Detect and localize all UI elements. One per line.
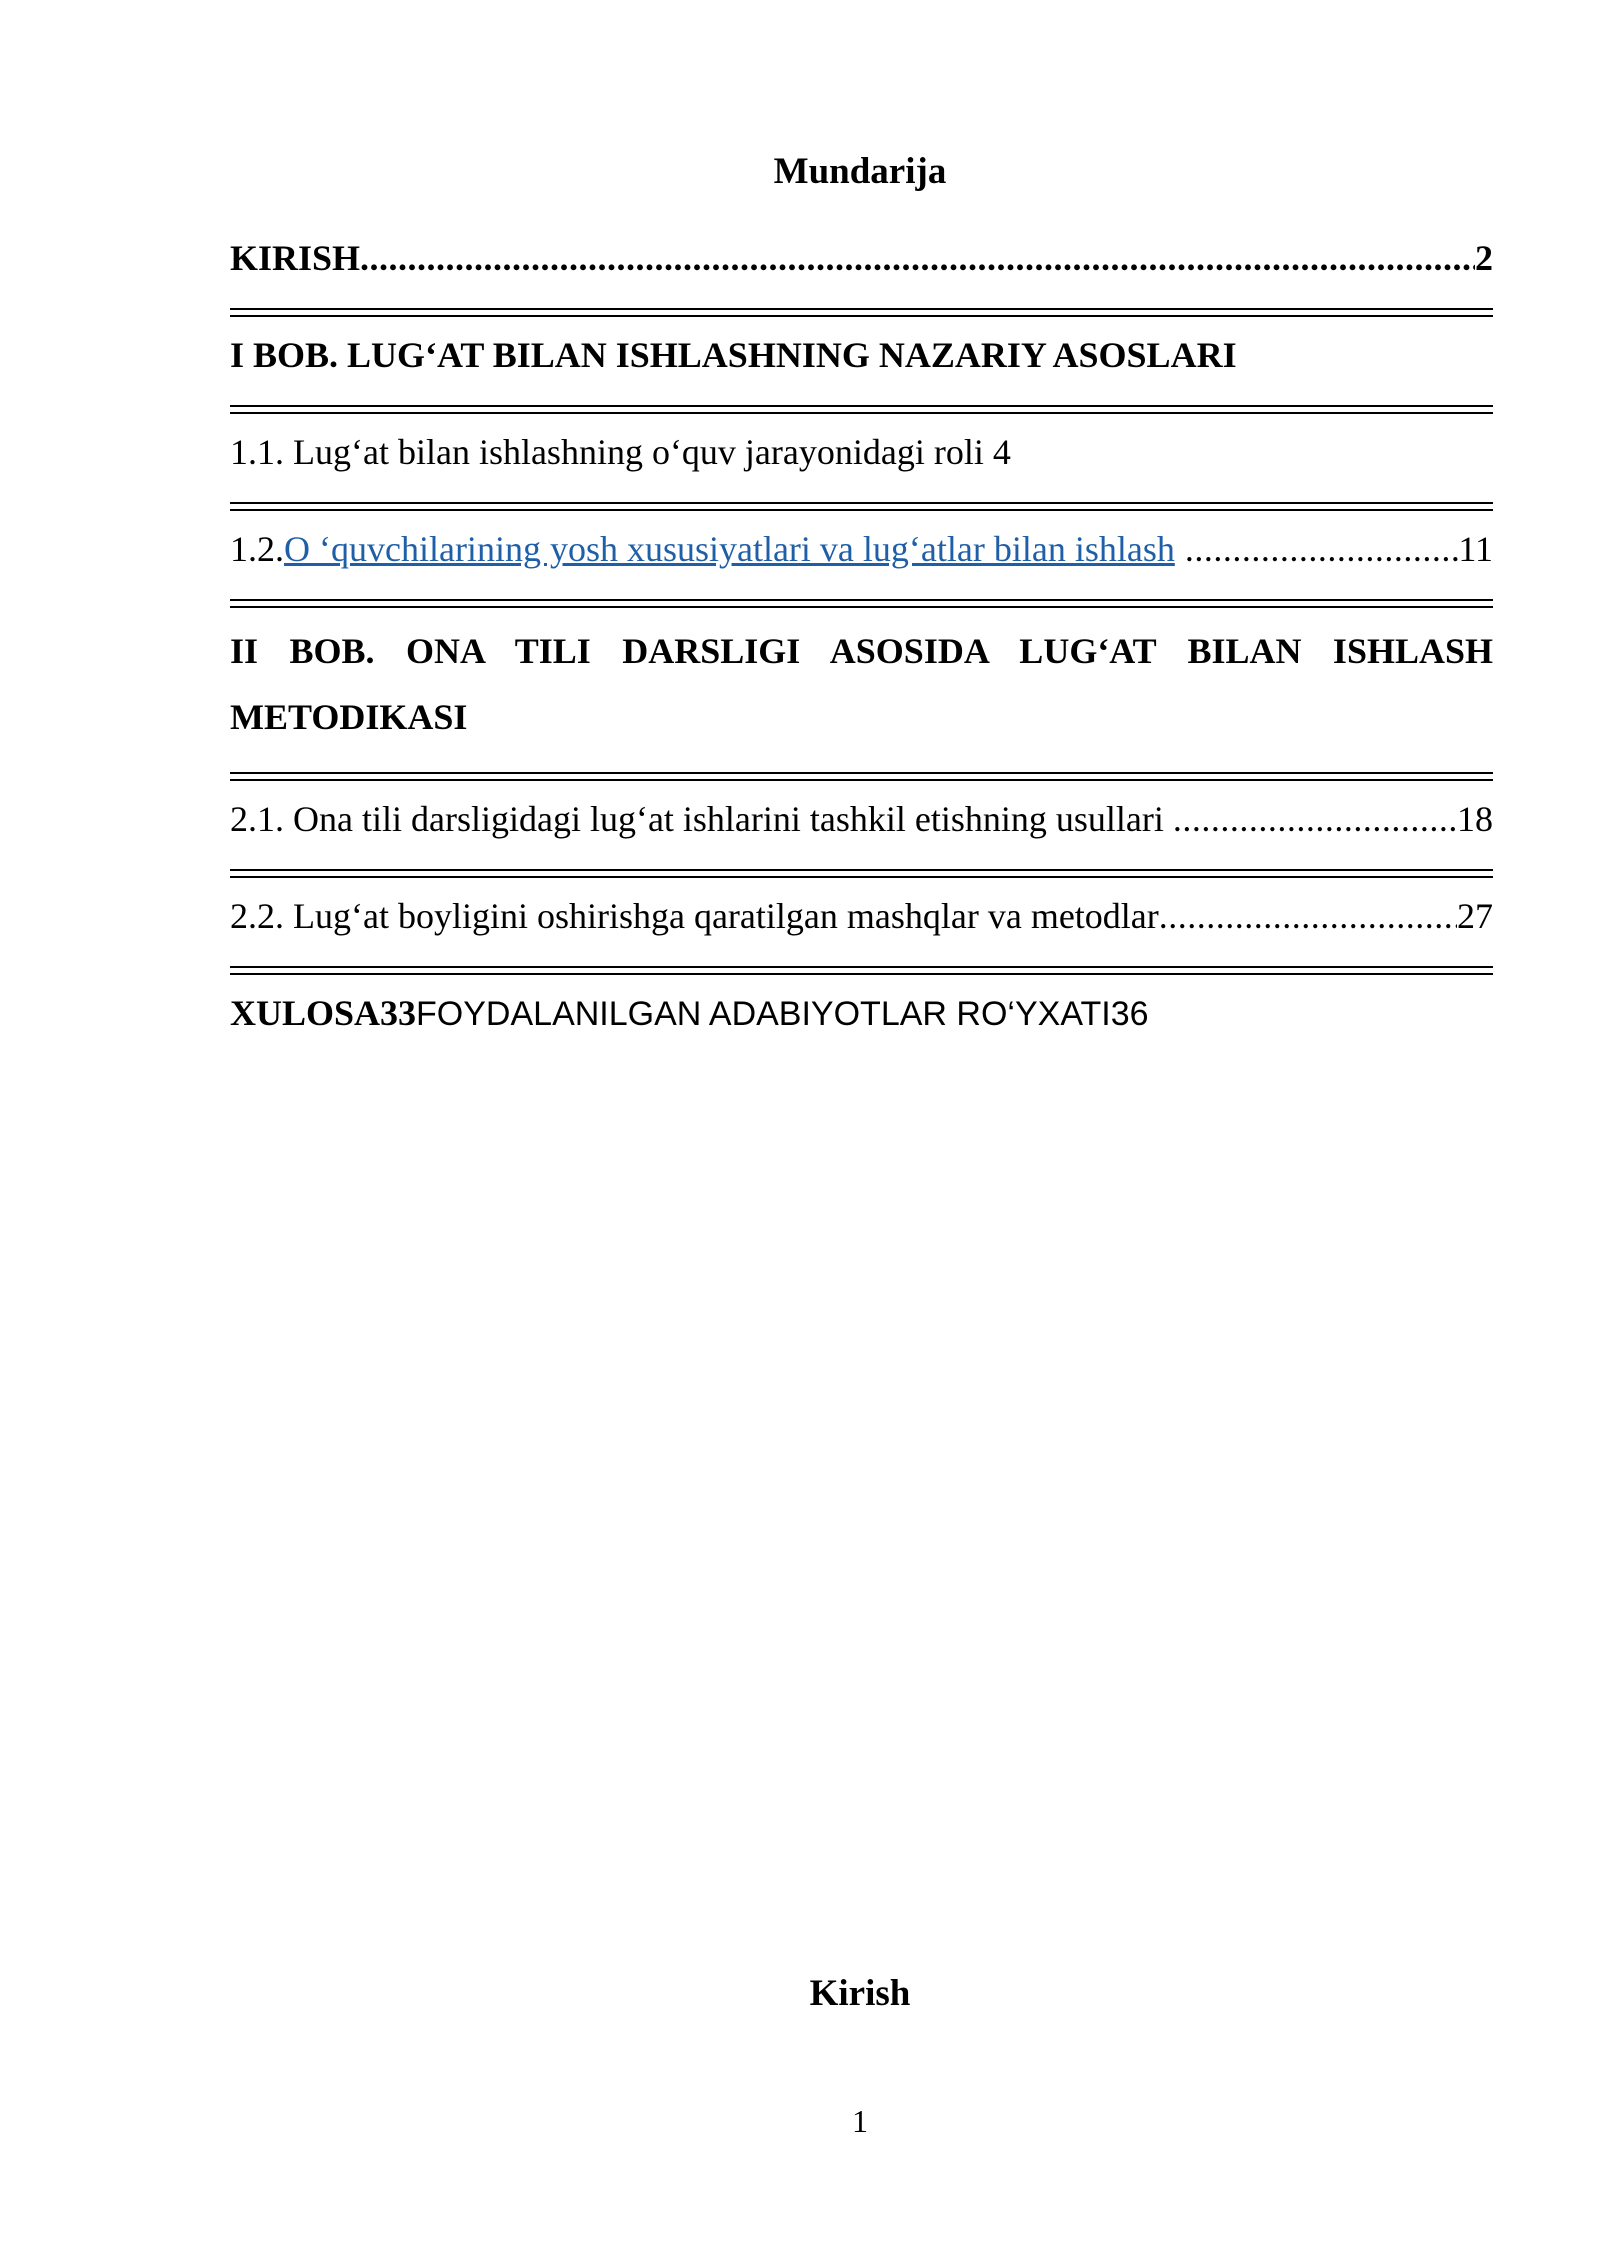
toc-entry-label: II BOB. ONA TILI DARSLIGI ASOSIDA LUG‘AT BILAN ISHLASH METODIKASI [230, 631, 1493, 737]
separator-line [230, 308, 1493, 317]
toc-entry-link[interactable]: O ‘quvchilarining yosh xususiyatlari va lug‘atlar bilan ishlash [284, 529, 1175, 569]
page-title: Mundarija [773, 151, 947, 192]
dot-leader [360, 230, 1475, 286]
toc-entry-conclusion: XULOSA33 [230, 993, 417, 1033]
toc-entry-section-1-1[interactable] [230, 424, 1493, 480]
toc-entry-conclusion-references[interactable] [230, 985, 1493, 1042]
page-number: 1 [852, 2103, 868, 2139]
toc-entry-section-1-2[interactable] [230, 521, 1493, 577]
toc-entry-label: KIRISH [230, 238, 361, 278]
toc-entry-kirish[interactable] [230, 230, 1493, 286]
toc-entry-chapter-2[interactable] [230, 618, 1493, 750]
toc-entry-section-2-1[interactable] [230, 791, 1493, 847]
toc-entry-prefix: 1.2. [230, 529, 284, 569]
table-of-contents [230, 230, 1493, 1042]
toc-entry-page: 27 [1457, 896, 1493, 936]
toc-entry-label: I BOB. LUG‘AT BILAN ISHLASHNING NAZARIY ASOSLARI [230, 335, 1237, 375]
toc-entry-page: 2 [1475, 238, 1493, 278]
separator-line [230, 772, 1493, 781]
toc-entry-label: 2.2. Lug‘at boyligini oshirishga qaratilgan mashqlar va metodlar [230, 896, 1159, 936]
dot-leader [1173, 791, 1457, 847]
separator-line [230, 966, 1493, 975]
toc-entry-chapter-1[interactable] [230, 327, 1493, 383]
toc-entry-label: 2.1. Ona tili darsligidagi lug‘at ishlarini tashkil etishning usullari [230, 799, 1173, 839]
section-heading-kirish: Kirish [809, 1973, 911, 2014]
toc-entry-page: 11 [1458, 529, 1493, 569]
toc-entry-label: 1.1. Lug‘at bilan ishlashning o‘quv jarayonidagi roli 4 [230, 432, 1011, 472]
toc-entry-section-2-2[interactable] [230, 888, 1493, 944]
separator-line [230, 599, 1493, 608]
toc-entry-references: FOYDALANILGAN ADABIYOTLAR RO‘YXATI36 [416, 995, 1149, 1033]
separator-line [230, 869, 1493, 878]
dot-leader [1185, 521, 1459, 577]
separator-line [230, 502, 1493, 511]
dot-leader [1159, 888, 1457, 944]
separator-line [230, 405, 1493, 414]
toc-entry-page: 18 [1457, 799, 1493, 839]
